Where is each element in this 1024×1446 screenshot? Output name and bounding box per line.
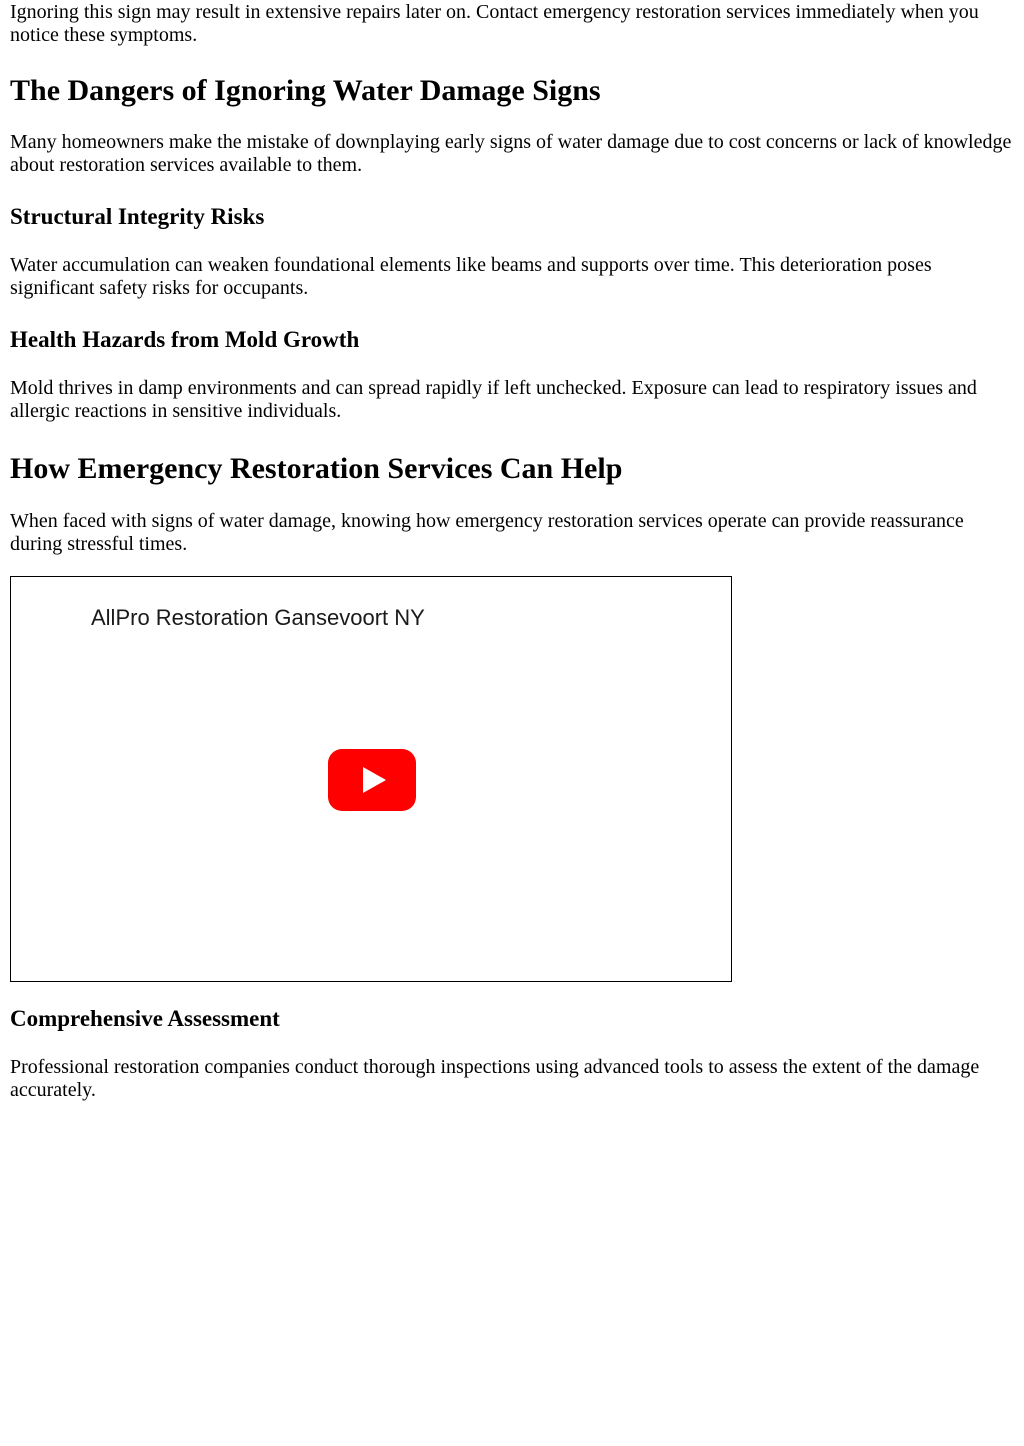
- subheading-structural-risks: Structural Integrity Risks: [10, 204, 265, 229]
- section-paragraph-dangers: Many homeowners make the mistake of downplaying early signs of water damage due to cost concerns or lack of knowledge about restoration services available to them.: [10, 131, 1012, 176]
- subheading-health-hazards: Health Hazards from Mold Growth: [10, 327, 360, 352]
- paragraph-health-hazards: Mold thrives in damp environments and can spread rapidly if left unchecked. Exposure can lead to respiratory issues and allergic reactions in sensitive individuals.: [10, 377, 977, 422]
- intro-paragraph: Ignoring this sign may result in extensive repairs later on. Contact emergency restoration services immediately when you notice these symptoms.: [10, 1, 979, 46]
- video-title[interactable]: AllPro Restoration Gansevoort NY: [91, 605, 425, 630]
- subheading-assessment: Comprehensive Assessment: [10, 1006, 280, 1031]
- section-heading-dangers: The Dangers of Ignoring Water Damage Signs: [10, 74, 601, 107]
- paragraph-structural-risks: Water accumulation can weaken foundational elements like beams and supports over time. This deterioration poses significant safety risks for occupants.: [10, 254, 932, 299]
- section-heading-help: How Emergency Restoration Services Can Help: [10, 452, 623, 485]
- paragraph-assessment: Professional restoration companies conduct thorough inspections using advanced tools to assess the extent of the damage accurately.: [10, 1056, 980, 1101]
- section-paragraph-help: When faced with signs of water damage, knowing how emergency restoration services operate can provide reassurance during stressful times.: [10, 510, 964, 555]
- embedded-video[interactable]: [10, 576, 732, 982]
- play-button-graphic: [328, 749, 416, 811]
- youtube-play-icon[interactable]: [328, 749, 416, 811]
